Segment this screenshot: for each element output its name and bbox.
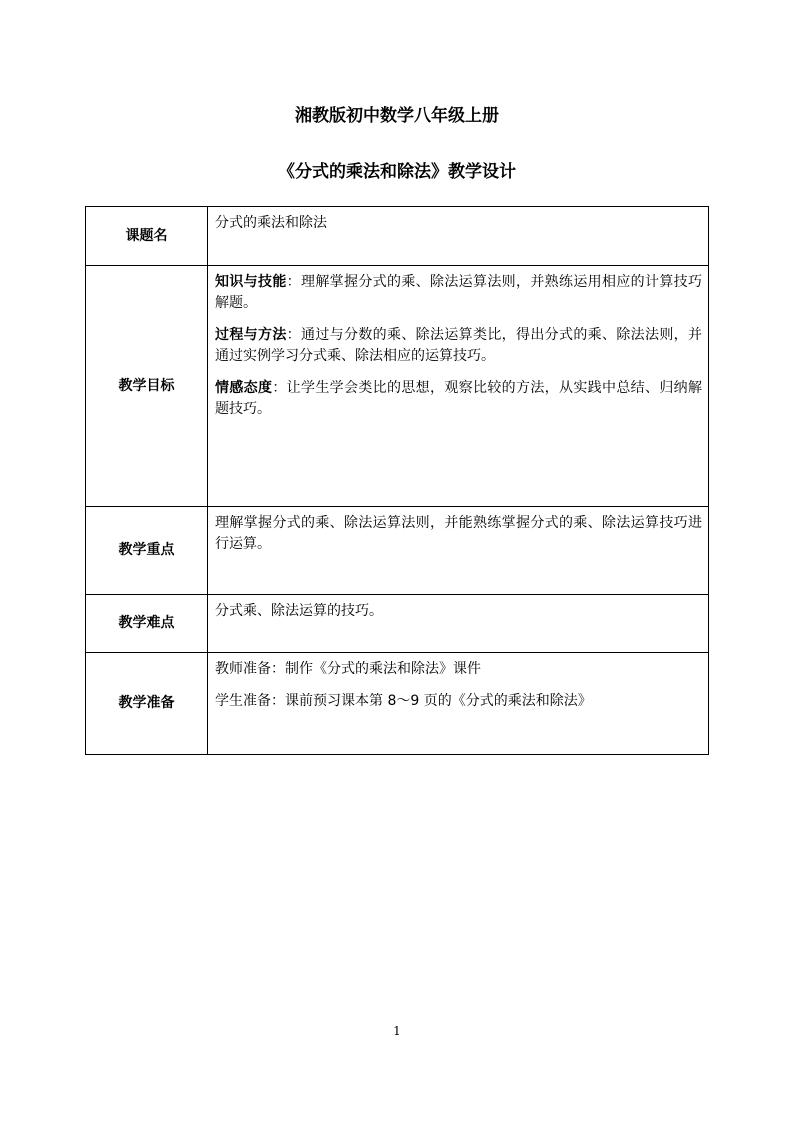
lesson-name-text: 分式的乘法和除法 [215, 215, 327, 231]
goal-item-attitude [215, 378, 702, 420]
row-label-goals: 教学目标 [86, 266, 208, 507]
table-row-difficulty [86, 595, 709, 653]
goal-item-process [215, 325, 702, 367]
table-row-preparation [86, 653, 709, 755]
goal-text-attitude: ：让学生学会类比的思想，观察比较的方法，从实践中总结、归纳解题技巧。 [215, 380, 703, 417]
row-label-focus: 教学重点 [86, 507, 208, 595]
preparation-teacher: 教师准备：制作《分式的乘法和除法》课件 [215, 661, 481, 677]
row-label-name: 课题名 [86, 207, 208, 266]
row-content-focus [208, 507, 709, 595]
focus-text: 理解掌握分式的乘、除法运算法则，并能熟练掌握分式的乘、除法运算技巧进行运算。 [215, 515, 702, 552]
goal-text-knowledge: ：理解掌握分式的乘、除法运算法则，并熟练运用相应的计算技巧解题。 [215, 274, 703, 311]
table-row-focus [86, 507, 709, 595]
row-content-name [208, 207, 709, 266]
document-subtitle: 《分式的乘法和除法》教学设计 [278, 162, 516, 182]
goal-key-process: 过程与方法 [215, 327, 287, 343]
lesson-plan-table [85, 206, 709, 755]
row-content-preparation [208, 653, 709, 755]
document-title: 湘教版初中数学八年级上册 [295, 106, 499, 126]
goal-item-knowledge [215, 272, 702, 314]
row-label-difficulty: 教学难点 [86, 595, 208, 653]
page-number: 1 [393, 1024, 401, 1038]
row-label-preparation: 教学准备 [86, 653, 208, 755]
row-content-goals [208, 266, 709, 507]
goal-key-attitude: 情感态度 [215, 380, 273, 396]
goal-text-process: ：通过与分数的乘、除法运算类比，得出分式的乘、除法法则，并通过实例学习分式乘、除法相应的运算技巧。 [215, 327, 703, 364]
row-content-difficulty [208, 595, 709, 653]
preparation-student: 学生准备：课前预习课本第 8～9 页的《分式的乘法和除法》 [215, 693, 592, 709]
difficulty-text: 分式乘、除法运算的技巧。 [215, 603, 383, 619]
table-row-name [86, 207, 709, 266]
goal-key-knowledge: 知识与技能 [215, 274, 287, 290]
table-row-goals [86, 266, 709, 507]
